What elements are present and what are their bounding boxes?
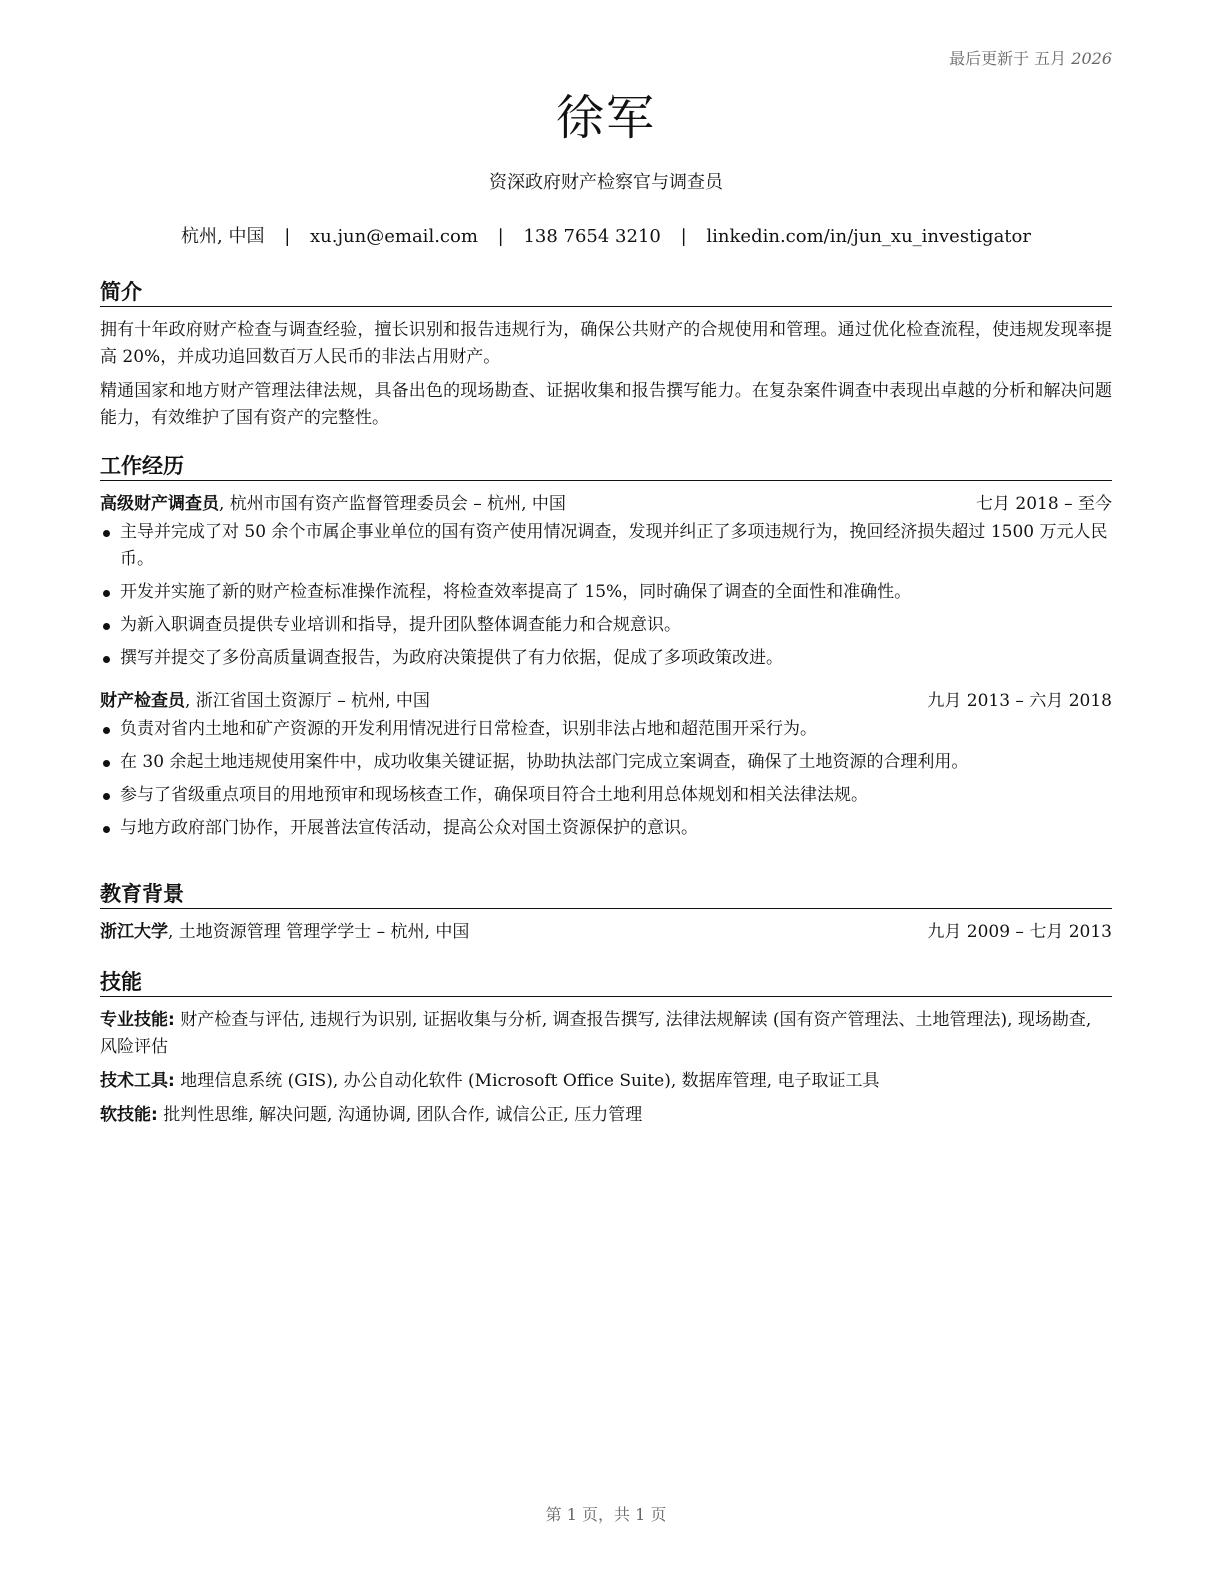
education-school: 浙江大学 xyxy=(100,922,168,942)
summary-paragraph: 拥有十年政府财产检查与调查经验，擅长识别和报告违规行为，确保公共财产的合规使用和管理。通过优化检查流程，使违规发现率提高 20%，并成功追回数百万人民币的非法占用财产。 xyxy=(100,320,1112,367)
skill-label: 专业技能: xyxy=(100,1010,175,1030)
candidate-name: 徐军 xyxy=(555,90,656,146)
job-bullet: 撰写并提交了多份高质量调查报告，为政府决策提供了有力依据，促成了多项政策改进。 xyxy=(100,645,1112,672)
job-bullet: 参与了省级重点项目的用地预审和现场核查工作，确保项目符合土地利用总体规划和相关法律法规。 xyxy=(100,782,1112,809)
skill-value: 地理信息系统 (GIS), 办公自动化软件 (Microsoft Office Suite), 数据库管理, 电子取证工具 xyxy=(174,1071,880,1091)
contact-separator: | xyxy=(497,226,504,247)
education-section xyxy=(100,880,1112,945)
job-bullet: 与地方政府部门协作，开展普法宣传活动，提高公众对国土资源保护的意识。 xyxy=(100,815,1112,842)
skill-value: 财产检查与评估, 违规行为识别, 证据收集与分析, 调查报告撰写, 法律法规解读 (国有资产管理法、土地管理法), 现场勘查, 风险评估 xyxy=(100,1010,1092,1057)
job-bullet: 为新入职调查员提供专业培训和指导，提升团队整体调查能力和合规意识。 xyxy=(100,612,1112,639)
contact-separator: | xyxy=(284,226,291,247)
skill-value: 批判性思维, 解决问题, 沟通协调, 团队合作, 诚信公正, 压力管理 xyxy=(157,1105,643,1125)
job-bullet: 开发并实施了新的财产检查标准操作流程，将检查效率提高了 15%，同时确保了调查的全面性和准确性。 xyxy=(100,579,1112,606)
section-title-summary: 简介 xyxy=(100,278,1112,307)
job-role: 财产检查员 xyxy=(100,691,185,711)
job-bullet: 主导并完成了对 50 余个市属企事业单位的国有资产使用情况调查，发现并纠正了多项违规行为，挽回经济损失超过 1500 万元人民币。 xyxy=(100,519,1112,573)
contact-phone: 138 7654 3210 xyxy=(523,226,661,247)
skill-label: 软技能: xyxy=(100,1105,158,1125)
last-updated-prefix: 最后更新于 xyxy=(949,49,1030,68)
job-header xyxy=(100,688,1112,714)
skills-section xyxy=(100,968,1112,1136)
candidate-headline: 资深政府财产检察官与调查员 xyxy=(489,172,723,193)
skill-row xyxy=(100,1007,1112,1061)
job-org: , 浙江省国土资源厅 – 杭州, 中国 xyxy=(185,691,430,711)
job-role: 高级财产调查员 xyxy=(100,494,219,514)
skill-label: 技术工具: xyxy=(100,1071,175,1091)
job-dates: 九月 2013 – 六月 2018 xyxy=(927,691,1112,711)
job-entry xyxy=(100,688,1112,842)
skill-row xyxy=(100,1102,1112,1129)
education-entry xyxy=(100,919,1112,945)
last-updated-year: 2026 xyxy=(1071,49,1112,68)
job-bullet: 负责对省内土地和矿产资源的开发利用情况进行日常检查，识别非法占地和超范围开采行为。 xyxy=(100,716,1112,743)
summary-paragraph: 精通国家和地方财产管理法律法规，具备出色的现场勘查、证据收集和报告撰写能力。在复杂案件调查中表现出卓越的分析和解决问题能力，有效维护了国有资产的完整性。 xyxy=(100,381,1112,428)
contact-linkedin[interactable]: linkedin.com/in/jun_xu_investigator xyxy=(706,226,1031,247)
section-title-skills: 技能 xyxy=(100,968,1112,997)
contact-location: 杭州, 中国 xyxy=(181,226,265,247)
education-detail: , 土地资源管理 管理学学士 – 杭州, 中国 xyxy=(168,922,470,942)
last-updated-month: 五月 xyxy=(1034,49,1067,68)
skill-row xyxy=(100,1068,1112,1095)
job-org: , 杭州市国有资产监督管理委员会 – 杭州, 中国 xyxy=(219,494,566,514)
job-dates: 七月 2018 – 至今 xyxy=(976,494,1112,514)
job-bullet: 在 30 余起土地违规使用案件中，成功收集关键证据，协助执法部门完成立案调查，确保了土地资源的合理利用。 xyxy=(100,749,1112,776)
education-dates: 九月 2009 – 七月 2013 xyxy=(927,922,1112,942)
contact-line xyxy=(100,224,1112,250)
resume-page xyxy=(100,0,1112,1584)
section-title-education: 教育背景 xyxy=(100,880,1112,909)
last-updated xyxy=(949,46,1112,69)
contact-separator: | xyxy=(680,226,687,247)
contact-email[interactable]: xu.jun@email.com xyxy=(310,226,478,247)
job-header xyxy=(100,491,1112,517)
job-bullets xyxy=(100,519,1112,672)
job-bullets xyxy=(100,716,1112,842)
summary-section xyxy=(100,278,1112,439)
page-number-footer: 第 1 页，共 1 页 xyxy=(545,1505,667,1524)
experience-section xyxy=(100,452,1112,848)
job-entry xyxy=(100,491,1112,672)
section-title-experience: 工作经历 xyxy=(100,452,1112,481)
